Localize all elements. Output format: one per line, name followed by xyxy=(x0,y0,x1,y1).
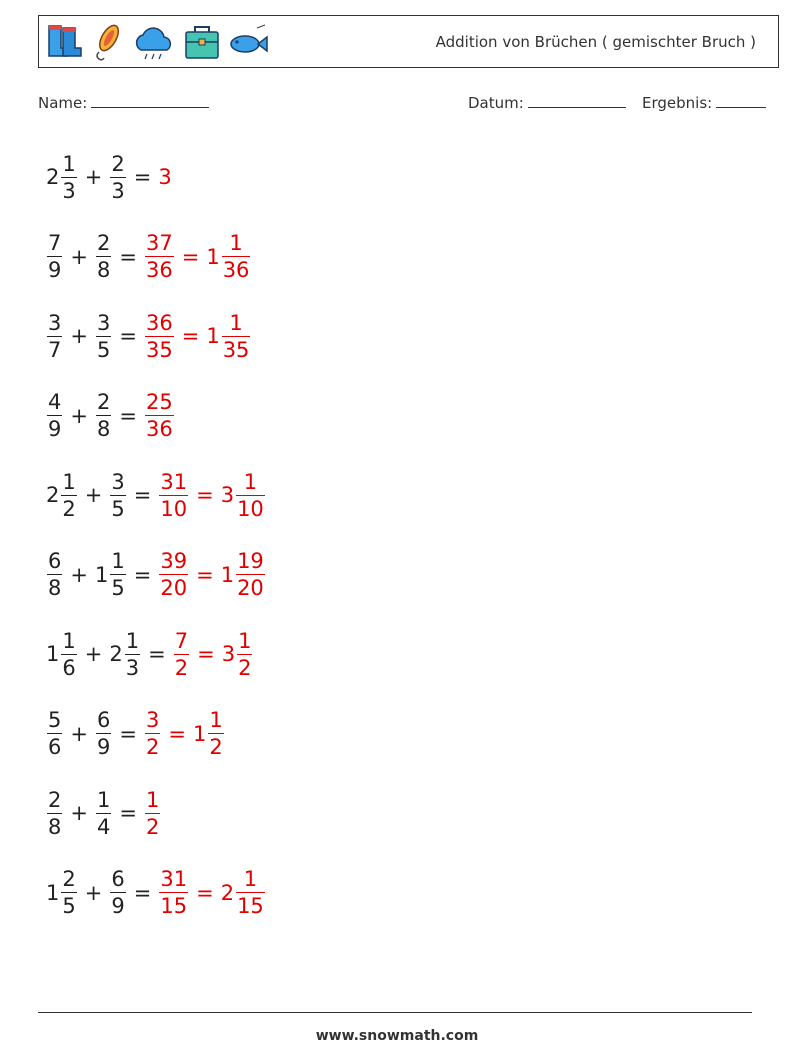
answer-improper xyxy=(144,787,161,840)
denominator: 15 xyxy=(237,894,264,918)
operator: = xyxy=(133,165,152,189)
problem-row xyxy=(46,460,266,530)
answer xyxy=(144,230,251,283)
numerator: 1 xyxy=(111,549,125,573)
denominator: 8 xyxy=(48,814,62,839)
operator: = xyxy=(196,483,214,507)
numerator: 5 xyxy=(48,708,62,732)
name-field xyxy=(38,94,209,112)
denominator: 5 xyxy=(62,894,76,918)
whole-number: 1 xyxy=(192,721,207,746)
numerator: 31 xyxy=(160,469,188,494)
result-field xyxy=(642,94,766,112)
whole-number: 1 xyxy=(46,642,60,666)
denominator: 9 xyxy=(96,735,111,759)
fraction xyxy=(145,389,174,442)
numerator: 6 xyxy=(48,549,62,573)
denominator: 5 xyxy=(96,337,111,362)
numerator: 1 xyxy=(125,628,140,653)
fraction xyxy=(47,707,62,760)
fish-icon xyxy=(227,22,271,62)
denominator: 2 xyxy=(145,735,160,759)
answer-mixed xyxy=(221,469,266,522)
problem-row xyxy=(46,540,266,610)
numerator: 1 xyxy=(229,231,243,255)
answer-mixed xyxy=(206,230,251,283)
addend-2 xyxy=(109,151,126,204)
numerator: 7 xyxy=(48,231,62,255)
numerator: 39 xyxy=(160,549,188,573)
addend-1 xyxy=(46,548,63,601)
rain-boots-icon xyxy=(45,22,85,62)
numerator: 3 xyxy=(96,310,111,335)
operator: + xyxy=(70,244,88,269)
fraction xyxy=(47,310,62,363)
numerator: 1 xyxy=(62,469,76,494)
operator: + xyxy=(84,165,103,189)
fraction xyxy=(61,469,76,522)
fraction xyxy=(110,151,125,204)
date-field xyxy=(468,94,626,112)
answer-mixed xyxy=(221,866,266,919)
denominator: 15 xyxy=(160,894,188,918)
operator: = xyxy=(197,642,215,666)
answer xyxy=(144,787,161,840)
operator: = xyxy=(119,244,137,269)
operator: + xyxy=(84,880,103,905)
answer-improper xyxy=(158,866,189,919)
answer-mixed xyxy=(193,707,225,760)
numerator: 31 xyxy=(160,867,188,891)
numerator: 1 xyxy=(238,628,252,653)
fraction xyxy=(47,230,62,283)
fraction xyxy=(61,628,76,681)
fraction xyxy=(96,707,111,760)
denominator: 9 xyxy=(48,417,62,441)
operator: = xyxy=(168,721,186,746)
whole-number: 1 xyxy=(206,324,220,348)
fraction xyxy=(96,310,111,363)
denominator: 10 xyxy=(160,496,188,521)
denominator: 36 xyxy=(222,258,250,282)
fraction xyxy=(159,469,188,522)
fraction xyxy=(47,787,62,840)
denominator: 2 xyxy=(62,496,76,521)
fraction xyxy=(61,866,76,919)
footer-url: www.snowmath.com xyxy=(315,1028,479,1044)
denominator: 9 xyxy=(111,894,125,918)
numerator: 2 xyxy=(48,787,62,812)
answer xyxy=(173,628,254,681)
denominator: 6 xyxy=(62,655,76,680)
addend-1 xyxy=(46,866,78,919)
denominator: 20 xyxy=(160,576,188,600)
numerator: 3 xyxy=(111,469,125,494)
addend-1 xyxy=(46,628,78,681)
fraction xyxy=(47,389,62,442)
answer-improper xyxy=(158,165,172,189)
operator: + xyxy=(70,562,88,587)
denominator: 8 xyxy=(48,576,62,600)
numerator: 1 xyxy=(243,469,258,494)
operator: = xyxy=(133,880,152,905)
operator: = xyxy=(181,324,200,348)
header-icons xyxy=(45,21,271,63)
whole-number: 3 xyxy=(158,165,172,189)
operator: = xyxy=(181,244,200,269)
fraction xyxy=(145,707,160,760)
answer-improper xyxy=(144,230,175,283)
fraction xyxy=(145,230,174,283)
footer-divider xyxy=(38,1012,752,1013)
whole-number: 2 xyxy=(220,880,235,905)
addend-2 xyxy=(109,628,141,681)
fraction xyxy=(125,628,140,681)
addend-1 xyxy=(46,707,63,760)
operator: = xyxy=(133,562,152,587)
answer xyxy=(144,310,251,363)
date-label: Datum: xyxy=(468,94,524,112)
whole-number: 3 xyxy=(221,642,236,666)
problem-row xyxy=(46,778,161,848)
answer-improper xyxy=(173,628,190,681)
numerator: 1 xyxy=(243,867,258,891)
denominator: 35 xyxy=(145,337,173,362)
fraction xyxy=(236,548,265,601)
whole-number: 1 xyxy=(94,562,109,587)
whole-number: 2 xyxy=(46,165,60,189)
fraction xyxy=(110,469,125,522)
denominator: 2 xyxy=(209,735,223,759)
operator: + xyxy=(84,642,103,666)
numerator: 6 xyxy=(111,867,125,891)
fraction xyxy=(96,230,111,283)
name-label: Name: xyxy=(38,94,88,112)
addend-2 xyxy=(109,469,126,522)
operator: = xyxy=(196,562,214,587)
answer-mixed xyxy=(206,310,251,363)
numerator: 2 xyxy=(62,867,76,891)
addend-2 xyxy=(109,866,126,919)
addend-1 xyxy=(46,469,78,522)
numerator: 37 xyxy=(145,231,173,255)
numerator: 2 xyxy=(96,231,111,255)
rain-cloud-icon xyxy=(131,22,177,62)
fraction xyxy=(222,230,251,283)
answer xyxy=(158,866,265,919)
answer xyxy=(144,389,175,442)
denominator: 8 xyxy=(96,258,111,282)
fraction xyxy=(174,628,189,681)
fraction xyxy=(96,787,111,840)
denominator: 4 xyxy=(96,814,111,839)
fraction xyxy=(145,310,174,363)
addend-1 xyxy=(46,230,63,283)
answer-improper xyxy=(144,389,175,442)
denominator: 3 xyxy=(62,178,76,203)
problem-row xyxy=(46,699,225,769)
result-blank[interactable] xyxy=(716,94,766,108)
numerator: 3 xyxy=(48,310,62,335)
answer-mixed xyxy=(222,628,254,681)
whole-number: 3 xyxy=(220,483,235,507)
denominator: 8 xyxy=(96,417,111,441)
problem-row xyxy=(46,619,253,689)
addend-2 xyxy=(95,230,112,283)
numerator: 2 xyxy=(96,390,111,414)
worksheet-title: Addition von Brüchen ( gemischter Bruch ) xyxy=(435,33,756,51)
fishing-lure-icon xyxy=(91,22,125,62)
denominator: 36 xyxy=(145,417,173,441)
whole-number: 1 xyxy=(46,880,60,905)
denominator: 36 xyxy=(145,258,173,282)
problem-row xyxy=(46,142,173,212)
numerator: 3 xyxy=(145,708,160,732)
tackle-box-icon xyxy=(183,22,221,62)
numerator: 1 xyxy=(145,787,160,812)
answer xyxy=(158,165,172,189)
fraction xyxy=(145,787,160,840)
denominator: 5 xyxy=(111,576,125,600)
addend-1 xyxy=(46,787,63,840)
answer-improper xyxy=(158,469,189,522)
answer xyxy=(158,469,265,522)
addend-1 xyxy=(46,389,63,442)
numerator: 2 xyxy=(111,151,125,176)
result-label: Ergebnis: xyxy=(642,94,713,112)
fraction xyxy=(61,151,76,204)
numerator: 25 xyxy=(145,390,173,414)
operator: + xyxy=(70,324,88,348)
addend-1 xyxy=(46,310,63,363)
denominator: 2 xyxy=(174,655,189,680)
answer-improper xyxy=(144,310,175,363)
denominator: 35 xyxy=(222,337,250,362)
fraction xyxy=(208,707,223,760)
denominator: 3 xyxy=(111,178,125,203)
denominator: 2 xyxy=(238,655,252,680)
answer xyxy=(144,707,225,760)
operator: + xyxy=(84,483,103,507)
numerator: 1 xyxy=(62,628,76,653)
numerator: 19 xyxy=(237,549,264,573)
name-blank[interactable] xyxy=(91,94,209,108)
numerator: 7 xyxy=(174,628,189,653)
denominator: 6 xyxy=(48,735,62,759)
numerator: 1 xyxy=(209,708,223,732)
fraction xyxy=(159,548,188,601)
operator: = xyxy=(119,801,137,825)
denominator: 10 xyxy=(237,496,264,521)
denominator: 3 xyxy=(125,655,140,680)
operator: = xyxy=(119,403,137,428)
operator: = xyxy=(196,880,214,905)
addend-2 xyxy=(95,548,127,601)
denominator: 5 xyxy=(111,496,125,521)
addend-2 xyxy=(95,787,112,840)
whole-number: 1 xyxy=(220,562,235,587)
operator: + xyxy=(70,403,88,428)
numerator: 1 xyxy=(96,787,111,812)
whole-number: 2 xyxy=(109,642,123,666)
fraction xyxy=(236,866,265,919)
whole-number: 1 xyxy=(206,244,220,269)
fraction xyxy=(237,628,252,681)
problem-row xyxy=(46,381,175,451)
numerator: 1 xyxy=(229,310,243,335)
answer-mixed xyxy=(221,548,266,601)
worksheet-header xyxy=(38,15,779,68)
numerator: 4 xyxy=(48,390,62,414)
fraction xyxy=(96,389,111,442)
addend-2 xyxy=(95,389,112,442)
answer-improper xyxy=(158,548,189,601)
operator: = xyxy=(133,483,152,507)
denominator: 9 xyxy=(48,258,62,282)
operator: + xyxy=(70,721,88,746)
denominator: 7 xyxy=(48,337,62,362)
fraction xyxy=(47,548,62,601)
fraction xyxy=(159,866,188,919)
numerator: 6 xyxy=(96,708,111,732)
numerator: 1 xyxy=(62,151,76,176)
addend-2 xyxy=(95,310,112,363)
date-blank[interactable] xyxy=(528,94,626,108)
operator: + xyxy=(70,801,88,825)
numerator: 36 xyxy=(145,310,173,335)
fraction xyxy=(110,548,125,601)
operator: = xyxy=(119,324,137,348)
problem-row xyxy=(46,858,266,928)
denominator: 2 xyxy=(145,814,160,839)
addend-2 xyxy=(95,707,112,760)
fraction xyxy=(222,310,251,363)
fraction xyxy=(236,469,265,522)
answer xyxy=(158,548,265,601)
problem-row xyxy=(46,301,251,371)
addend-1 xyxy=(46,151,78,204)
denominator: 20 xyxy=(237,576,264,600)
problem-row xyxy=(46,222,251,292)
operator: = xyxy=(119,721,137,746)
operator: = xyxy=(148,642,166,666)
answer-improper xyxy=(144,707,161,760)
fraction xyxy=(110,866,125,919)
whole-number: 2 xyxy=(46,483,60,507)
